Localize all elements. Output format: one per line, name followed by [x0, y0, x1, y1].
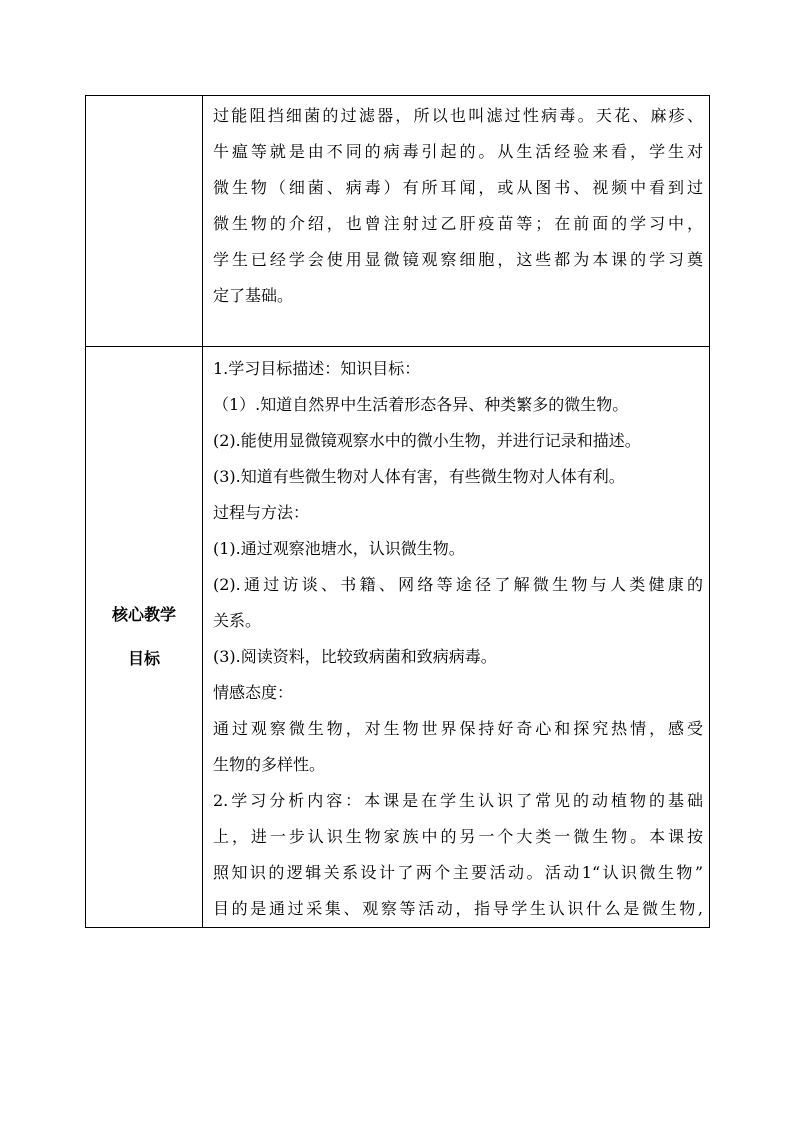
text-line: (3).知道有些微生物对人体有害，有些微生物对人体有利。	[213, 467, 625, 486]
text-line: (1).通过观察池塘水，认识微生物。	[213, 539, 465, 558]
text-line: 过能阻挡细菌的过滤器，所以也叫滤过性病毒。天花、麻疹、	[213, 106, 703, 125]
text-line: 目的是通过采集、观察等活动，指导学生认识什么是微生物,	[213, 899, 703, 918]
text-line: 学生已经学会使用显微镜观察细胞，这些都为本课的学习奠	[213, 250, 703, 269]
text-line: 通过观察微生物，对生物世界保持好奇心和探究热情，感受	[213, 719, 703, 738]
text-line: (3).阅读资料，比较致病菌和致病病毒。	[213, 647, 497, 666]
text-line: 情感态度：	[213, 683, 294, 702]
text-line: 照知识的逻辑关系设计了两个主要活动。活动1“认识微生物”	[213, 863, 703, 882]
text-line: (2).通过访谈、书籍、网络等途径了解微生物与人类健康的	[213, 575, 703, 594]
text-line: （1）.知道自然界中生活着形态各异、种类繁多的微生物。	[213, 395, 629, 414]
row-label-core-objectives	[86, 347, 203, 928]
text-line: 1.学习目标描述：知识目标：	[213, 359, 421, 378]
row-label-line: 核心教学	[111, 605, 176, 624]
text-line: 微生物的介绍，也曾注射过乙肝疫苗等；在前面的学习中，	[213, 214, 703, 233]
text-line: 过程与方法：	[213, 503, 310, 522]
text-line: (2).能使用显微镜观察水中的微小生物，并进行记录和描述。	[213, 431, 641, 450]
background-content-cell	[203, 96, 710, 347]
text-line: 微生物（细菌、病毒）有所耳闻，或从图书、视频中看到过	[213, 178, 703, 197]
text-line: 关系。	[213, 611, 262, 630]
text-line: 牛瘟等就是由不同的病毒引起的。从生活经验来看，学生对	[213, 142, 703, 161]
text-line: 生物的多样性。	[213, 755, 326, 774]
text-line: 上，进一步认识生物家族中的另一个大类一微生物。本课按	[213, 827, 703, 846]
row-label-empty	[86, 96, 203, 347]
text-line: 定了基础。	[213, 286, 294, 305]
row-label-line: 目标	[127, 649, 160, 668]
table-row-background	[86, 96, 710, 347]
text-line: 2.学习分析内容：本课是在学生认识了常见的动植物的基础	[213, 791, 703, 810]
table-row-core-objectives	[86, 347, 710, 928]
lesson-plan-table	[85, 95, 710, 928]
objectives-content-cell	[203, 347, 710, 928]
